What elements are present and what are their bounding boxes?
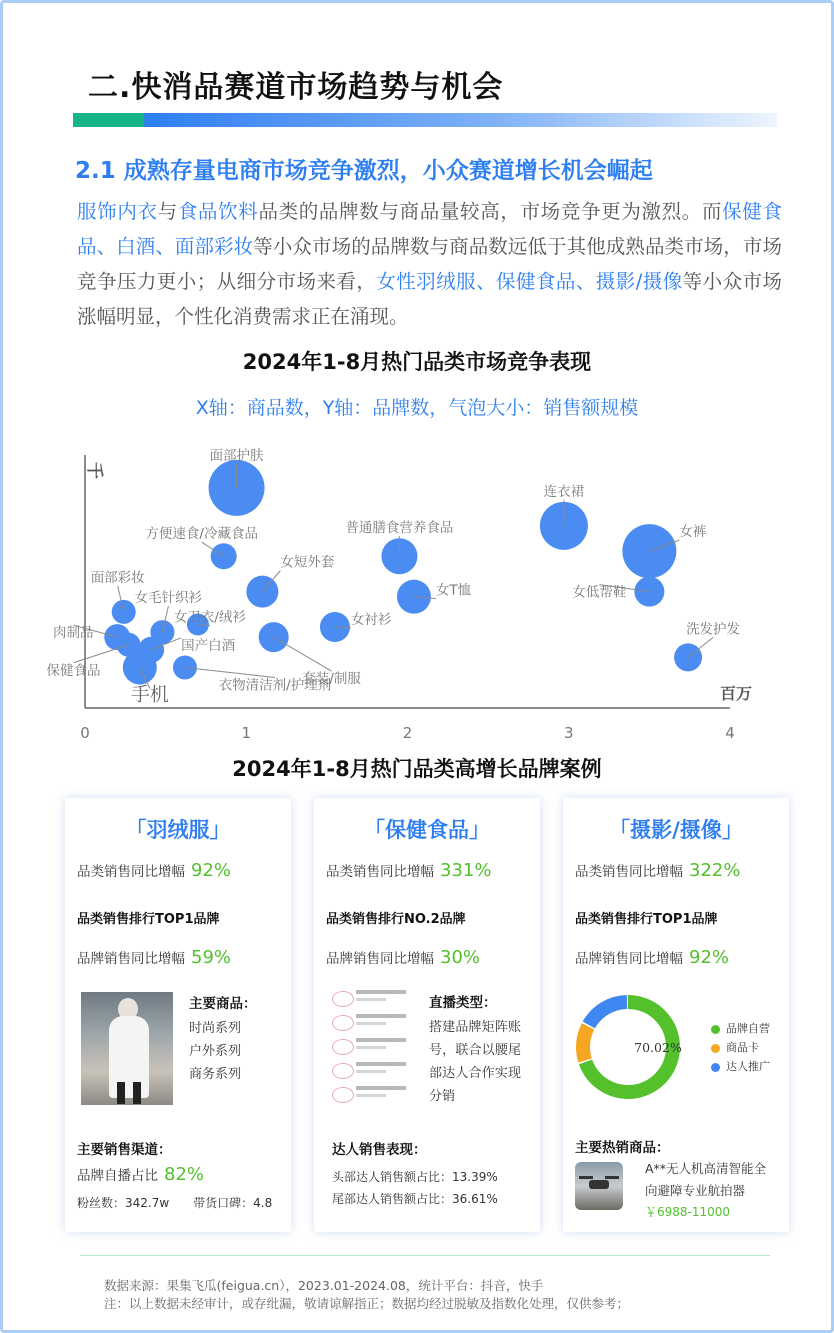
legend-dot [711, 1063, 720, 1072]
photo-coat [109, 1016, 149, 1098]
live-type-desc: 搭建品牌矩阵账号，联合以腰尾部达人合作实现分销 [429, 1020, 521, 1104]
cat-growth-value: 331% [440, 860, 492, 881]
x-axis-label: 百万 [719, 684, 752, 703]
bubble-label: 女衬衫 [350, 612, 392, 629]
page-title: 二.快消品赛道市场趋势与机会 [88, 70, 504, 105]
bubble-label: 女低帮鞋 [572, 584, 627, 601]
para-span: 等小众市场涨幅明显，个性化消费需求正在涌现。 [77, 270, 782, 328]
para-span: 保健食品、白酒、面部彩妆 [77, 200, 782, 258]
case-card-health-food [314, 798, 540, 1232]
account-matrix-image [330, 988, 416, 1108]
x-tick-label: 1 [241, 724, 252, 742]
para-span: 与 [157, 200, 178, 223]
intro-paragraph [77, 194, 782, 334]
bubble-label: 连衣裙 [543, 483, 585, 500]
bubble-label: 衣物清洁剂/护理剂 [218, 677, 332, 694]
case-card-down-jacket [65, 798, 291, 1232]
matrix-line [330, 1036, 416, 1058]
cases-title: 2024年1-8月热门品类高增长品牌案例 [232, 757, 602, 781]
hot-product-name: A**无人机高清智能全 [645, 1161, 767, 1176]
hot-product-price: ￥6988-11000 [645, 1205, 731, 1219]
chart-subtitle: X轴：商品数，Y轴：品牌数，气泡大小：销售额规模 [195, 397, 639, 419]
bubble [674, 643, 702, 671]
cat-growth-row [575, 860, 740, 881]
brand-growth-row [326, 947, 480, 968]
case-card-camera [563, 798, 789, 1232]
footer-divider [80, 1255, 770, 1256]
drone-product-image [575, 1162, 623, 1210]
brand-growth-label: 品牌销售同比增幅 [326, 951, 434, 967]
cat-growth-row [326, 860, 491, 881]
legend-label: 品牌自营 [726, 1022, 770, 1035]
live-type-title: 直播类型： [429, 995, 497, 1011]
brand-growth-value: 30% [440, 947, 481, 968]
bubble-label: 女短外套 [280, 554, 335, 571]
bubble-label: 保健食品 [46, 662, 101, 679]
products-title: 主要商品： [189, 996, 257, 1012]
cat-growth-label: 品类销售同比增幅 [575, 864, 683, 880]
brand-growth-label: 品牌销售同比增幅 [575, 951, 683, 967]
donut-center-value: 70.02% [634, 1040, 682, 1055]
bubble-leader-line [74, 645, 129, 663]
section-subtitle: 2.1 成熟存量电商市场竞争激烈，小众赛道增长机会崛起 [75, 158, 653, 184]
product-item: 商务系列 [189, 1067, 242, 1082]
matrix-line [330, 1060, 416, 1082]
para-span: 等小众市场的品牌数与商品数远低于其他成熟品类市场，市场竞争压力更小；从细分市场来看， [77, 235, 782, 293]
legend-item [711, 1039, 759, 1055]
brand-growth-label: 品牌销售同比增幅 [77, 951, 185, 967]
bubble-label: 套装/制服 [302, 671, 361, 688]
x-tick-label: 3 [563, 724, 574, 742]
bubble-label: 国产白酒 [181, 637, 236, 654]
bubble-label: 面部护肤 [209, 447, 264, 464]
chart-title: 2024年1-8月热门品类市场竞争表现 [242, 350, 592, 374]
bubble-leader-line [185, 668, 275, 678]
product-item: 户外系列 [189, 1044, 242, 1059]
para-span: 食品饮料 [177, 200, 259, 223]
self-live-value: 82% [164, 1164, 205, 1185]
rank-label: 品类销售排行TOP1品牌 [575, 912, 718, 927]
brand-growth-row [575, 947, 729, 968]
bubble-label: 面部彩妆 [90, 569, 145, 586]
self-live-label: 品牌自播占比 [77, 1168, 158, 1184]
cat-growth-value: 322% [689, 860, 741, 881]
legend-label: 达人推广 [726, 1060, 770, 1073]
bubble-label: 洗发护发 [686, 621, 741, 638]
card-category: 「保健食品」 [364, 818, 490, 842]
bubble-label: 方便速食/冷藏食品 [145, 526, 258, 543]
bubble-label: 手机 [130, 683, 169, 706]
hot-products-title: 主要热销商品： [575, 1140, 670, 1156]
bubble [211, 543, 237, 569]
bubble-label: 女T恤 [435, 582, 472, 599]
title-gradient-bar [73, 113, 777, 127]
bubble-label: 女卫衣/绒衫 [173, 609, 246, 626]
fan-stats: 粉丝数：342.7w 带货口碑：4.8 [77, 1196, 273, 1210]
x-tick-label: 4 [725, 724, 735, 742]
para-span: 服饰内衣 [77, 200, 158, 223]
cat-growth-row [77, 860, 231, 881]
bubble-label: 普通膳食营养食品 [345, 520, 454, 537]
legend-item [711, 1058, 770, 1074]
channel-donut-chart [575, 994, 681, 1100]
legend-item [711, 1020, 770, 1036]
footer-source: 数据来源：果集飞瓜(feigua.cn），2023.01-2024.08，统计平台：抖音，快手 [104, 1278, 544, 1293]
kol-title: 达人销售表现： [332, 1142, 427, 1158]
photo-leg [117, 1082, 125, 1104]
brand-growth-value: 92% [689, 947, 730, 968]
legend-dot [711, 1044, 720, 1053]
bubble-label: 肉制品 [53, 625, 94, 642]
para-span: 品类的品牌数与商品量较高，市场竞争更为激烈。而 [258, 200, 723, 223]
y-axis-label: 千 [84, 462, 104, 479]
product-item: 时尚系列 [189, 1021, 242, 1036]
cat-growth-label: 品类销售同比增幅 [77, 864, 185, 880]
brand-growth-value: 59% [191, 947, 232, 968]
photo-leg [133, 1082, 141, 1104]
hot-product-name: 向避障专业航拍器 [645, 1183, 746, 1198]
bubble-leader-line [274, 637, 332, 671]
kol-head-share: 头部达人销售额占比：13.39% [332, 1170, 498, 1184]
x-tick-label: 0 [80, 724, 90, 742]
brand-growth-row [77, 947, 231, 968]
card-category: 「摄影/摄像」 [609, 818, 743, 842]
kol-tail-share: 尾部达人销售额占比：36.61% [332, 1192, 498, 1206]
product-photo [81, 992, 173, 1105]
cat-growth-label: 品类销售同比增幅 [326, 864, 434, 880]
bubble [320, 612, 350, 642]
para-span: 女性羽绒服、保健食品、摄影/摄像 [376, 270, 683, 293]
bubble-chart [40, 440, 800, 750]
bubble [622, 524, 676, 578]
bubble-label: 女裤 [679, 524, 707, 541]
channel-title: 主要销售渠道： [77, 1142, 172, 1158]
matrix-line [330, 988, 416, 1010]
legend-dot [711, 1025, 720, 1034]
matrix-line [330, 1012, 416, 1034]
bubble-label: 女毛针织衫 [134, 590, 203, 607]
self-live-row [77, 1164, 204, 1185]
rank-label: 品类销售排行NO.2品牌 [326, 912, 466, 927]
legend-label: 商品卡 [726, 1041, 759, 1054]
card-category: 「羽绒服」 [125, 818, 231, 842]
matrix-line [330, 1084, 416, 1106]
footer-note: 注：以上数据未经审计，或存纰漏，敬请谅解指正；数据均经过脱敏及指数化处理，仅供参考； [104, 1296, 630, 1311]
rank-label: 品类销售排行TOP1品牌 [77, 912, 220, 927]
x-tick-label: 2 [402, 724, 413, 742]
cat-growth-value: 92% [191, 860, 232, 881]
